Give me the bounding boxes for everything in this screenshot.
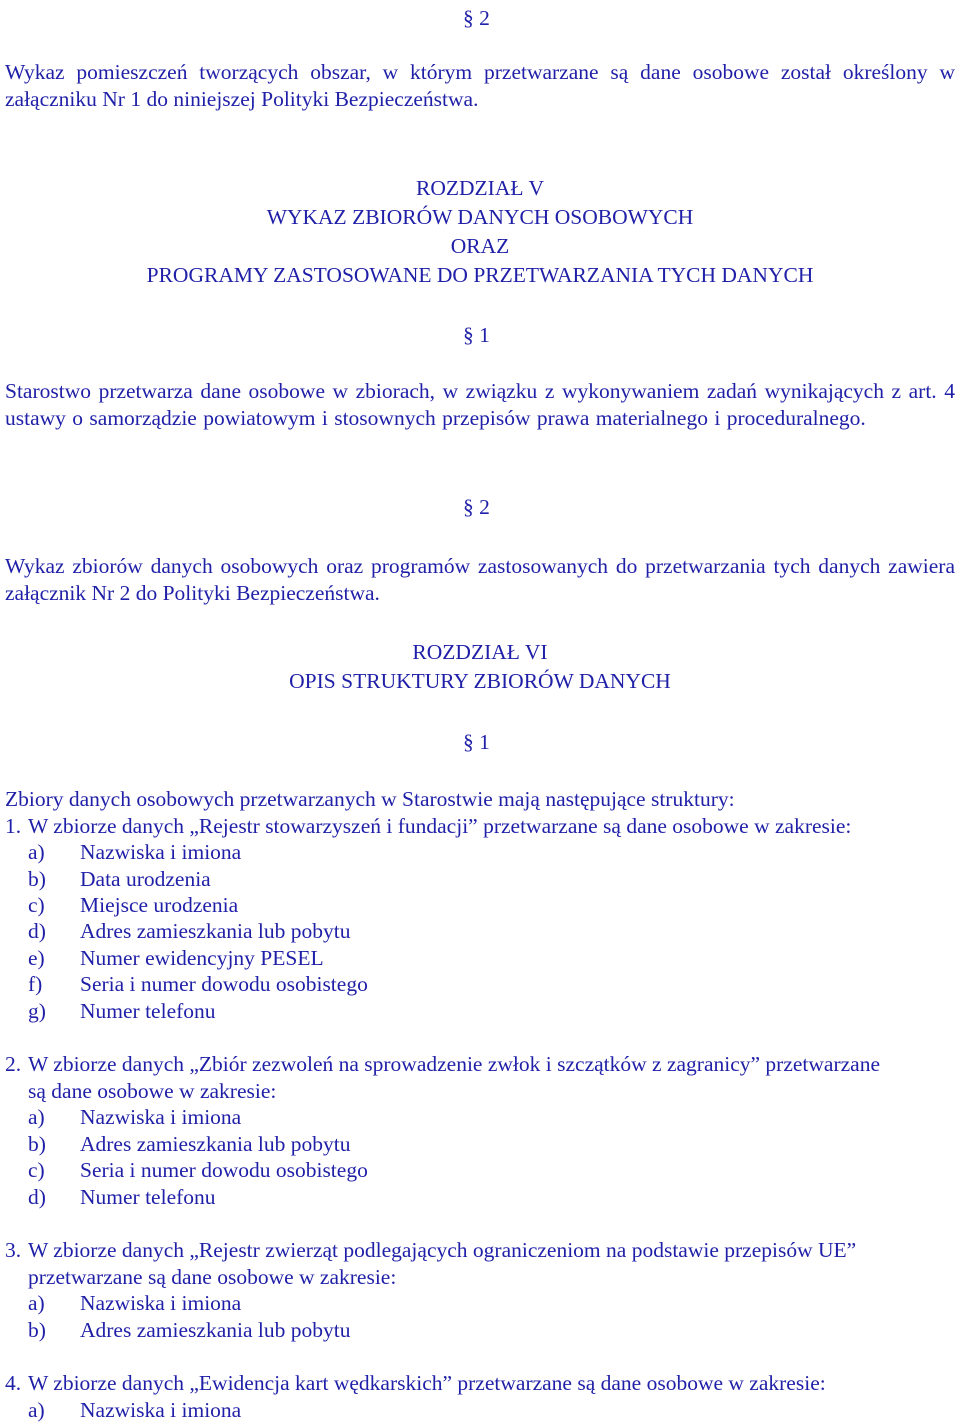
data-set-2-text-line-2: są dane osobowe w zakresie:: [28, 1079, 277, 1103]
list-item-letter: d): [28, 1185, 46, 1209]
chapter-5-paragraph-1: Starostwo przetwarza dane osobowe w zbiorach, w związku z wykonywaniem zadań wynikających z art. 4 ustawy o samorządzie powiatowym i stosownych przepisów prawa materialnego i proceduralnego.: [5, 379, 955, 430]
list-item-text: Nazwiska i imiona: [80, 840, 242, 864]
chapter-6-title: OPIS STRUKTURY ZBIORÓW DANYCH: [289, 669, 671, 693]
data-set-3-text-line-1: W zbiorze danych „Rejestr zwierząt podlegających ograniczeniom na podstawie przepisów UE”: [28, 1238, 857, 1262]
list-item-text: Miejsce urodzenia: [80, 893, 239, 917]
list-item-letter: a): [28, 840, 45, 864]
list-item-text: Adres zamieszkania lub pobytu: [80, 1132, 351, 1156]
chapter-6-section-1: § 1: [463, 730, 490, 754]
list-item-text: Numer telefonu: [80, 1185, 216, 1209]
chapter-5-title: WYKAZ ZBIORÓW DANYCH OSOBOWYCH: [266, 205, 694, 229]
data-set-2-number: 2.: [5, 1052, 22, 1076]
data-set-1-number: 1.: [5, 814, 22, 838]
data-set-1-text: W zbiorze danych „Rejestr stowarzyszeń i fundacji” przetwarzane są dane osobowe w zakresie:: [28, 814, 852, 838]
data-set-2-text-line-1: W zbiorze danych „Zbiór zezwoleń na sprowadzenie zwłok i szczątków z zagranicy” przetwarzane: [28, 1052, 880, 1076]
data-set-3-text-line-2: przetwarzane są dane osobowe w zakresie:: [28, 1265, 397, 1289]
chapter-5-title-conj: ORAZ: [450, 234, 510, 258]
chapter-5-number: ROZDZIAŁ V: [416, 176, 544, 200]
section-sign-top: § 2: [463, 6, 490, 30]
list-item-letter: b): [28, 1318, 46, 1342]
list-item-text: Adres zamieszkania lub pobytu: [80, 1318, 351, 1342]
list-item-letter: b): [28, 1132, 46, 1156]
chapter-6-number: ROZDZIAŁ VI: [412, 640, 548, 664]
list-item-letter: f): [28, 972, 43, 996]
list-item-text: Seria i numer dowodu osobistego: [80, 1158, 368, 1182]
list-item-text: Nazwiska i imiona: [80, 1291, 242, 1315]
list-item-letter: c): [28, 1158, 45, 1182]
list-item-text: Nazwiska i imiona: [80, 1398, 242, 1422]
list-item-text: Seria i numer dowodu osobistego: [80, 972, 368, 996]
chapter-5-paragraph-2: Wykaz zbiorów danych osobowych oraz programów zastosowanych do przetwarzania tych danych zawiera załącznik Nr 2 do Polityki Bezpieczeństwa.: [5, 554, 955, 605]
list-item-text: Numer telefonu: [80, 999, 216, 1023]
list-item-letter: a): [28, 1291, 45, 1315]
data-set-3-number: 3.: [5, 1238, 22, 1262]
list-item-letter: b): [28, 867, 46, 891]
list-item-letter: a): [28, 1398, 45, 1422]
list-item-letter: a): [28, 1105, 45, 1129]
list-item-text: Numer ewidencyjny PESEL: [80, 946, 324, 970]
chapter-6-intro: Zbiory danych osobowych przetwarzanych w Starostwie mają następujące struktury:: [5, 787, 735, 811]
list-item-letter: c): [28, 893, 45, 917]
chapter-5-title-programs: PROGRAMY ZASTOSOWANE DO PRZETWARZANIA TYCH DANYCH: [146, 263, 814, 287]
data-set-4-text: W zbiorze danych „Ewidencja kart wędkarskich” przetwarzane są dane osobowe w zakresie:: [28, 1371, 826, 1395]
list-item-text: Data urodzenia: [80, 867, 211, 891]
list-item-letter: e): [28, 946, 45, 970]
list-item-letter: d): [28, 919, 46, 943]
list-item-text: Nazwiska i imiona: [80, 1105, 242, 1129]
chapter-5-section-1: § 1: [463, 323, 490, 347]
paragraph-premises: Wykaz pomieszczeń tworzących obszar, w którym przetwarzane są dane osobowe został określony w załączniku Nr 1 do niniejszej Polityki Bezpieczeństwa.: [5, 60, 955, 111]
list-item-letter: g): [28, 999, 46, 1023]
list-item-text: Adres zamieszkania lub pobytu: [80, 919, 351, 943]
data-set-4-number: 4.: [5, 1371, 22, 1395]
chapter-5-section-2: § 2: [463, 495, 490, 519]
